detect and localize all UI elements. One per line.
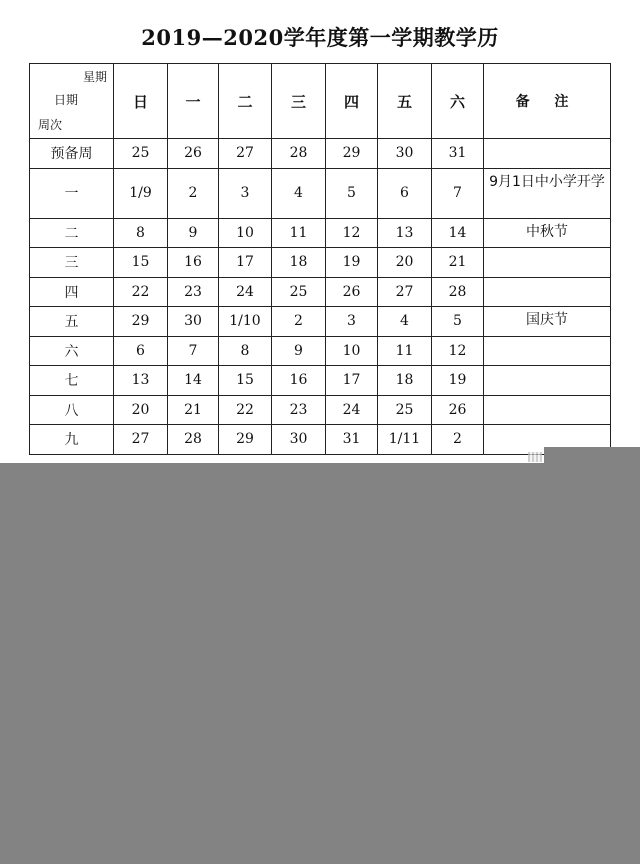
date-cell: 11 xyxy=(378,336,432,366)
date-cell: 6 xyxy=(378,168,432,218)
table-row xyxy=(30,218,611,248)
table-row xyxy=(30,277,611,307)
week-cell: 四 xyxy=(30,277,114,307)
date-cell: 21 xyxy=(432,248,484,278)
date-cell: 2 xyxy=(168,168,219,218)
calendar-table xyxy=(29,63,611,455)
date-cell: 27 xyxy=(114,425,168,455)
date-cell: 9 xyxy=(272,336,326,366)
date-cell: 22 xyxy=(219,395,272,425)
date-cell: 3 xyxy=(326,307,378,337)
date-cell: 31 xyxy=(432,139,484,169)
table-row xyxy=(30,248,611,278)
date-cell: 7 xyxy=(432,168,484,218)
date-cell: 15 xyxy=(114,248,168,278)
corner-weekday-label: 星期 xyxy=(82,70,107,84)
table-row xyxy=(30,395,611,425)
date-cell: 31 xyxy=(326,425,378,455)
date-cell: 23 xyxy=(272,395,326,425)
date-cell: 16 xyxy=(168,248,219,278)
table-row xyxy=(30,336,611,366)
corner-week-label: 周次 xyxy=(38,118,63,132)
table-row xyxy=(30,366,611,396)
week-cell: 九 xyxy=(30,425,114,455)
week-cell: 八 xyxy=(30,395,114,425)
date-cell: 10 xyxy=(219,218,272,248)
corner-header-cell xyxy=(30,64,114,139)
date-cell: 11 xyxy=(272,218,326,248)
remark-cell xyxy=(484,139,611,169)
remarks-header: 备 注 xyxy=(484,64,611,139)
date-cell: 8 xyxy=(114,218,168,248)
date-cell: 9 xyxy=(168,218,219,248)
date-cell: 4 xyxy=(378,307,432,337)
date-cell: 1/11 xyxy=(378,425,432,455)
date-cell: 16 xyxy=(272,366,326,396)
day-header-mon: 一 xyxy=(168,64,219,139)
day-header-tue: 二 xyxy=(219,64,272,139)
date-cell: 21 xyxy=(168,395,219,425)
date-cell: 1/9 xyxy=(114,168,168,218)
gray-overlay xyxy=(0,463,640,864)
date-cell: 27 xyxy=(219,139,272,169)
corner-date-label: 日期 xyxy=(54,93,79,107)
day-header-sat: 六 xyxy=(432,64,484,139)
table-row xyxy=(30,168,611,218)
date-cell: 26 xyxy=(432,395,484,425)
remark-cell xyxy=(484,248,611,278)
date-cell: 3 xyxy=(219,168,272,218)
date-cell: 5 xyxy=(432,307,484,337)
date-cell: 30 xyxy=(272,425,326,455)
date-cell: 30 xyxy=(378,139,432,169)
day-header-thu: 四 xyxy=(326,64,378,139)
date-cell: 17 xyxy=(326,366,378,396)
scan-noise xyxy=(528,452,542,462)
date-cell: 30 xyxy=(168,307,219,337)
date-cell: 2 xyxy=(272,307,326,337)
date-cell: 15 xyxy=(219,366,272,396)
date-cell: 25 xyxy=(378,395,432,425)
date-cell: 20 xyxy=(378,248,432,278)
date-cell: 28 xyxy=(432,277,484,307)
week-cell: 预备周 xyxy=(30,139,114,169)
date-cell: 19 xyxy=(432,366,484,396)
week-cell: 二 xyxy=(30,218,114,248)
date-cell: 28 xyxy=(272,139,326,169)
remark-cell xyxy=(484,395,611,425)
date-cell: 29 xyxy=(114,307,168,337)
gray-overlay-tab xyxy=(544,447,640,464)
remark-cell xyxy=(484,277,611,307)
remark-cell xyxy=(484,336,611,366)
date-cell: 20 xyxy=(114,395,168,425)
date-cell: 17 xyxy=(219,248,272,278)
date-cell: 2 xyxy=(432,425,484,455)
header-row xyxy=(30,64,611,139)
date-cell: 27 xyxy=(378,277,432,307)
page-title: 2019—2020学年度第一学期教学历 xyxy=(141,25,499,50)
date-cell: 19 xyxy=(326,248,378,278)
date-cell: 13 xyxy=(378,218,432,248)
day-header-wed: 三 xyxy=(272,64,326,139)
week-cell: 一 xyxy=(30,168,114,218)
date-cell: 26 xyxy=(326,277,378,307)
week-cell: 五 xyxy=(30,307,114,337)
date-cell: 29 xyxy=(326,139,378,169)
date-cell: 26 xyxy=(168,139,219,169)
remark-cell xyxy=(484,366,611,396)
date-cell: 25 xyxy=(272,277,326,307)
date-cell: 22 xyxy=(114,277,168,307)
table-row xyxy=(30,307,611,337)
table-row xyxy=(30,139,611,169)
week-cell: 三 xyxy=(30,248,114,278)
date-cell: 18 xyxy=(378,366,432,396)
week-cell: 七 xyxy=(30,366,114,396)
date-cell: 1/10 xyxy=(219,307,272,337)
date-cell: 10 xyxy=(326,336,378,366)
date-cell: 23 xyxy=(168,277,219,307)
date-cell: 5 xyxy=(326,168,378,218)
day-header-sun: 日 xyxy=(114,64,168,139)
date-cell: 4 xyxy=(272,168,326,218)
date-cell: 24 xyxy=(326,395,378,425)
week-cell: 六 xyxy=(30,336,114,366)
remark-cell: 中秋节 xyxy=(484,218,611,248)
date-cell: 25 xyxy=(114,139,168,169)
date-cell: 6 xyxy=(114,336,168,366)
date-cell: 14 xyxy=(432,218,484,248)
date-cell: 24 xyxy=(219,277,272,307)
date-cell: 12 xyxy=(432,336,484,366)
date-cell: 29 xyxy=(219,425,272,455)
day-header-fri: 五 xyxy=(378,64,432,139)
table-row xyxy=(30,425,611,455)
date-cell: 12 xyxy=(326,218,378,248)
date-cell: 13 xyxy=(114,366,168,396)
date-cell: 28 xyxy=(168,425,219,455)
date-cell: 18 xyxy=(272,248,326,278)
remark-cell: 国庆节 xyxy=(484,307,611,337)
date-cell: 7 xyxy=(168,336,219,366)
date-cell: 14 xyxy=(168,366,219,396)
remark-cell: 9月1日中小学开学 xyxy=(484,168,611,218)
date-cell: 8 xyxy=(219,336,272,366)
